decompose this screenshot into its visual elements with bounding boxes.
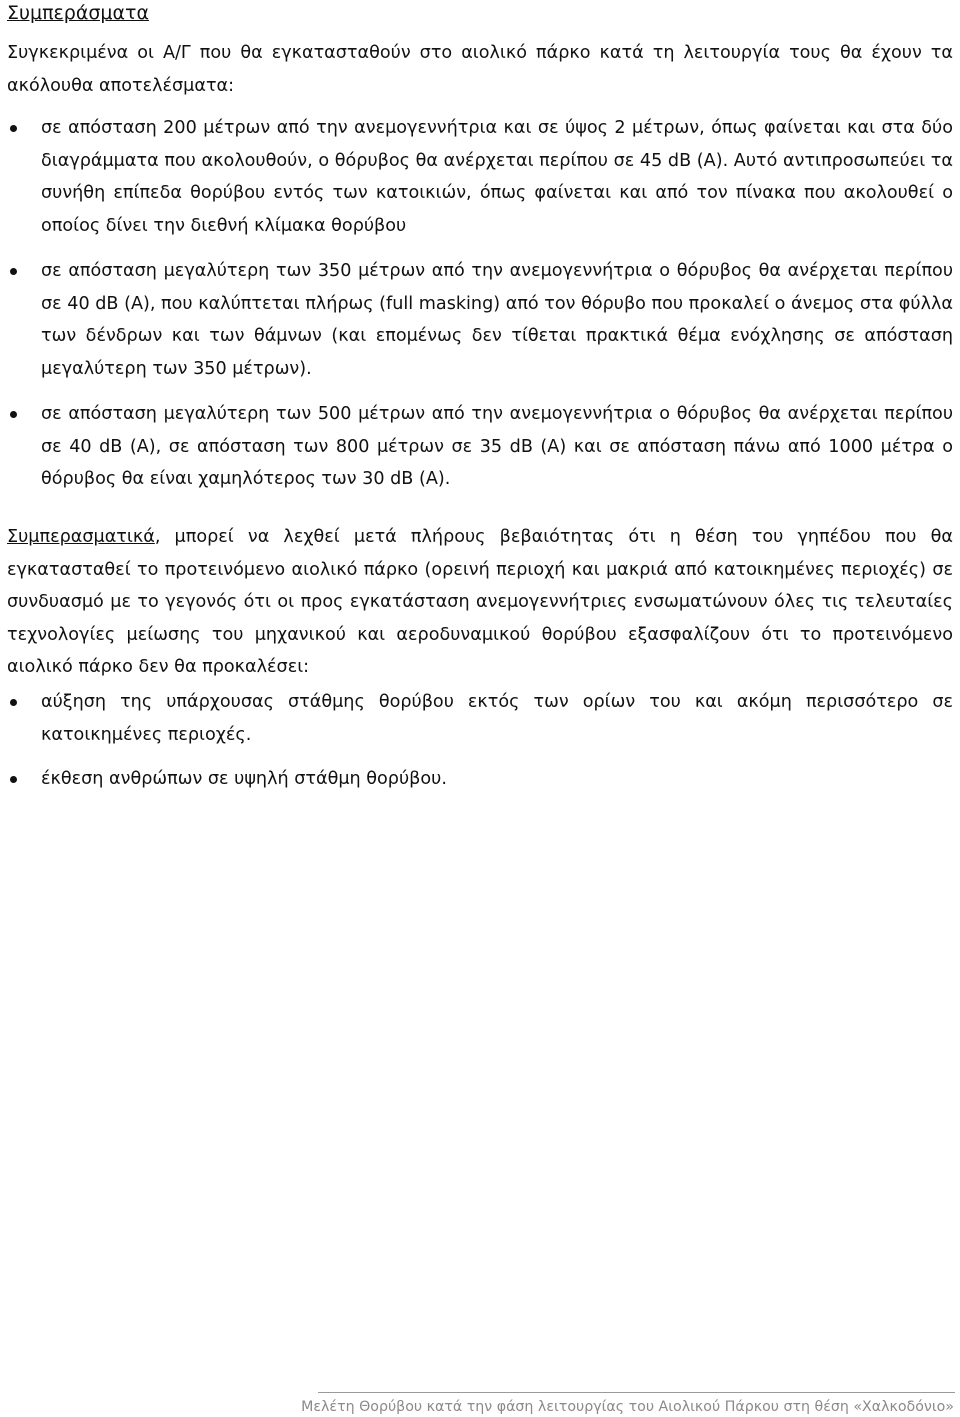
list-item-text: αύξηση της υπάρχουσας στάθμης θορύβου εκτός των ορίων του και ακόμη περισσότερο σε κατοικημένες περιοχές. [41, 692, 953, 745]
conclusion-body: , μπορεί να λεχθεί μετά πλήρους βεβαιότητας ότι η θέση του γηπέδου που θα εγκατασταθεί το προτεινόμενο αιολικό πάρκο (ορεινή περιοχή και μακριά από κατοικημένες περιοχές) σε συνδυασμό με το γεγονός ότι οι προς εγκατάσταση ανεμογεννήτριες ενσωματώνουν όλες τις τελευταίες τεχνολογίες μείωσης του μηχανικού και αεροδυναμικού θορύβου εξασφαλίζουν ότι το προτεινόμενο αιολικό πάρκο δεν θα προκαλέσει: [7, 527, 953, 677]
list-item-text: σε απόσταση μεγαλύτερη των 350 μέτρων από την ανεμογεννήτρια ο θόρυβος θα ανέρχεται περίπου σε 40 dB (A), που καλύπτεται πλήρως (full masking) από τον θόρυβο που προκαλεί ο άνεμος στα φύλλα των δένδρων και των θάμνων (και επομένως δεν τίθεται πρακτικά θέμα ενόχλησης σε απόσταση μεγαλύτερη των 350 μέτρων). [41, 261, 953, 379]
list-item-text: έκθεση ανθρώπων σε υψηλή στάθμη θορύβου. [41, 769, 447, 789]
list-item-text: σε απόσταση μεγαλύτερη των 500 μέτρων από την ανεμογεννήτρια ο θόρυβος θα ανέρχεται περίπου σε 40 dB (A), σε απόσταση των 800 μέτρων σε 35 dB (A) και σε απόσταση πάνω από 1000 μέτρα ο θόρυβος θα είναι χαμηλότερος των 30 dB (A). [41, 404, 953, 489]
list-item [7, 398, 953, 496]
footer-divider [318, 1392, 955, 1393]
list-item [7, 112, 953, 242]
effects-list [7, 112, 953, 509]
bullet-icon [10, 268, 17, 275]
bullet-icon [10, 411, 17, 418]
bullet-icon [10, 776, 17, 783]
bullet-icon [10, 699, 17, 706]
page-footer: Μελέτη Θορύβου κατά την φάση λειτουργίας του Αιολικού Πάρκου στη θέση «Χαλκοδόνιο» [301, 1399, 954, 1415]
section-heading: Συμπεράσματα [7, 2, 149, 24]
list-item [7, 686, 953, 751]
intro-paragraph: Συγκεκριμένα οι Α/Γ που θα εγκατασταθούν στο αιολικό πάρκο κατά τη λειτουργία τους θα έχουν τα ακόλουθα αποτελέσματα: [7, 43, 953, 96]
bullet-icon [10, 125, 17, 132]
list-item [7, 763, 953, 796]
conclusion-lead: Συμπερασματικά [7, 527, 155, 547]
conclusion-paragraph [7, 521, 953, 684]
consequences-list [7, 686, 953, 808]
list-item-text: σε απόσταση 200 μέτρων από την ανεμογεννήτρια και σε ύψος 2 μέτρων, όπως φαίνεται και στα δύο διαγράμματα που ακολουθούν, ο θόρυβος θα ανέρχεται περίπου σε 45 dB (A). Αυτό αντιπροσωπεύει τα συνήθη επίπεδα θορύβου εντός των κατοικιών, όπως φαίνεται και από τον πίνακα που ακολουθεί ο οποίος δίνει την διεθνή κλίμακα θορύβου [41, 118, 953, 236]
list-item [7, 255, 953, 385]
